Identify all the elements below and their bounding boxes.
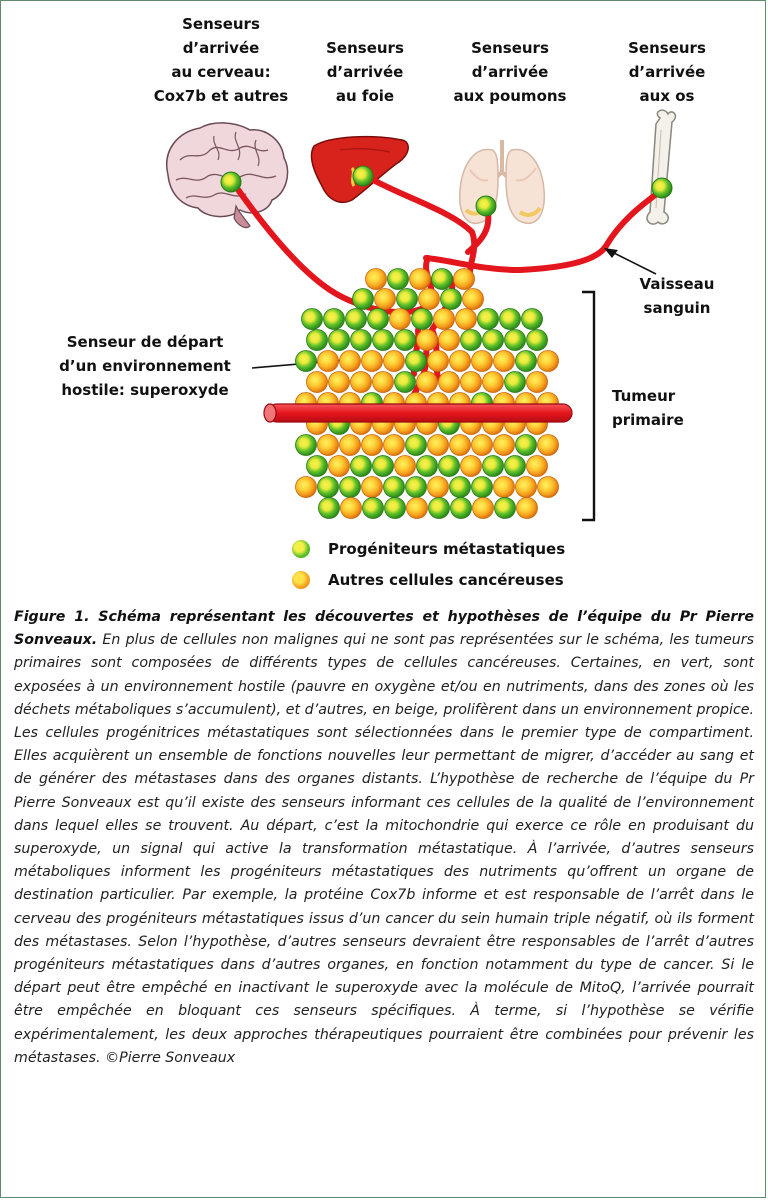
progenitor-cell [373, 330, 394, 351]
lungs-sensor-dot [476, 196, 496, 216]
other-cancer-cell [373, 372, 394, 393]
other-cancer-cell [329, 456, 350, 477]
other-cancer-cell [428, 435, 449, 456]
legend-green-dot-icon [292, 540, 310, 558]
other-cancer-cell [450, 351, 471, 372]
other-cancer-cell [527, 456, 548, 477]
other-cancer-cell [483, 372, 504, 393]
other-cancer-cell [341, 498, 362, 519]
other-cancer-cell [428, 477, 449, 498]
progenitor-cell [505, 330, 526, 351]
legend-progenitors: Progéniteurs métastatiques [292, 540, 565, 558]
progenitor-cell [483, 330, 504, 351]
other-cancer-cell [351, 372, 372, 393]
other-cancer-cell [384, 435, 405, 456]
other-cancer-cell [494, 351, 515, 372]
other-cancer-cell [472, 351, 493, 372]
other-cancer-cell [410, 269, 431, 290]
other-cancer-cell [454, 269, 475, 290]
progenitor-cell [505, 456, 526, 477]
other-cancer-cell [318, 435, 339, 456]
progenitor-cell [363, 498, 384, 519]
other-cancer-cell [417, 330, 438, 351]
other-cancer-cell [318, 351, 339, 372]
other-cancer-cell [538, 351, 559, 372]
progenitor-cell [397, 289, 418, 310]
progenitor-cell [296, 351, 317, 372]
bone-sensor-label: Senseurs d’arrivée aux os [628, 39, 706, 105]
other-cancer-cell [362, 477, 383, 498]
other-cancer-cell [296, 477, 317, 498]
other-cancer-cell [538, 435, 559, 456]
other-cancer-cell [390, 309, 411, 330]
other-cancer-cell [439, 330, 460, 351]
other-cancer-cell [494, 435, 515, 456]
progenitor-cell [296, 435, 317, 456]
progenitor-cell [353, 289, 374, 310]
progenitor-cell [307, 456, 328, 477]
progenitor-cell [368, 309, 389, 330]
progenitor-cell [505, 372, 526, 393]
progenitor-cell [307, 330, 328, 351]
progenitor-cell [412, 309, 433, 330]
progenitor-cell [395, 330, 416, 351]
liver-sensor-dot [353, 166, 373, 186]
progenitor-cell [516, 435, 537, 456]
other-cancer-cell [366, 269, 387, 290]
progenitor-cell [450, 477, 471, 498]
progenitor-cell [478, 309, 499, 330]
tumor-bracket [582, 292, 594, 520]
caption-title: Figure 1. Schéma représentant les découvertes et hypothèses de l’équipe du Pr Pierre Sonveaux. [14, 609, 754, 649]
other-cancer-cell [362, 435, 383, 456]
progenitor-cell [395, 372, 416, 393]
figure-caption [14, 606, 754, 1070]
vessel-pointer-line [612, 252, 656, 274]
progenitor-cell [329, 330, 350, 351]
progenitor-cell [406, 351, 427, 372]
departure-sensor-label: Senseur de départ d’un environnement hostile: superoxyde [59, 333, 231, 399]
other-cancer-cell [384, 351, 405, 372]
progenitor-cell [319, 498, 340, 519]
other-cancer-cell [362, 351, 383, 372]
progenitor-cell [500, 309, 521, 330]
progenitor-cell [384, 477, 405, 498]
other-cancer-cell [395, 456, 416, 477]
legend-orange-dot-icon [292, 571, 310, 589]
progenitor-cell [373, 456, 394, 477]
other-cancer-cell [461, 456, 482, 477]
progenitor-cell [351, 456, 372, 477]
other-cancer-cell [461, 372, 482, 393]
other-cancer-cell [340, 435, 361, 456]
lungs-icon [460, 140, 545, 223]
caption-body: En plus de cellules non malignes qui ne sont pas représentées sur le schéma, les tumeurs primaires sont composées de différents types de cellules cancéreuses. Certaines, en vert, sont exposées à un environnement hostile (pauvre en oxygène et/ou en nutriments, dans des zones où les déchets métaboliques s’accumulent), et d’autres, en beige, prolifèrent dans un environnement propice. Les cellules progénitrices métastatiques sont sélectionnées dans le premier type de compartiment. Elles acquièrent un ensemble de fonctions nouvelles leur permettant de migrer, d’accéder au sang et de générer des métastases dans des organes distants. L’hypothèse de recherche de l’équipe du Pr Pierre Sonveaux est qu’il existe des senseurs informant ces cellules de la qualité de l’environnement dans lequel elles se trouvent. Au départ, c’est la mitochondrie qui exerce ce rôle en produisant du superoxyde, un signal qui active la transformation métastatique. À l’arrivée, d’autres senseurs métaboliques informent les progéniteurs métastatiques des nutriments qu’offrent un organe de destination particulier. Par exemple, la protéine Cox7b informe et est responsable de l’arrêt dans le cerveau des progéniteurs métastatiques issus d’un cancer du sein humain triple négatif, où ils forment des métastases. Selon l’hypothèse, d’autres senseurs devraient être responsables de l’arrêt d’autres progéniteurs métastatiques dans d’autres organes, en fonction notamment du type de cancer. Si le départ peut être empêché en inactivant le superoxyde avec la molécule de MitoQ, l’arrivée pourrait être empêchée en bloquant ces senseurs spécifiques. À terme, si l’hypothèse se vérifie expérimentalement, les deux approches thérapeutiques pourraient être combinées pour prévenir les métastases. ©Pierre Sonveaux [14, 632, 754, 1066]
progenitor-cell [472, 477, 493, 498]
other-cancer-cell [428, 351, 449, 372]
other-cancer-cell [434, 309, 455, 330]
other-cancer-cell [407, 498, 428, 519]
other-cancer-cell [340, 351, 361, 372]
other-cancer-cell [527, 372, 548, 393]
progenitor-cell [461, 330, 482, 351]
other-cancer-cell [419, 289, 440, 310]
progenitor-cell [318, 477, 339, 498]
progenitor-cell [516, 351, 537, 372]
progenitor-cell [527, 330, 548, 351]
other-cancer-cell [307, 372, 328, 393]
lungs-sensor-label: Senseurs d’arrivée aux poumons [453, 39, 567, 105]
progenitor-cell [495, 498, 516, 519]
progenitor-cell [483, 456, 504, 477]
vessel-label: Vaisseau sanguin [639, 275, 715, 317]
liver-sensor-label: Senseurs d’arrivée au foie [326, 39, 404, 105]
progenitor-cell [324, 309, 345, 330]
other-cancer-cell [417, 372, 438, 393]
progenitor-cell [439, 456, 460, 477]
progenitor-cell [432, 269, 453, 290]
progenitor-cell [385, 498, 406, 519]
progenitor-cell [406, 435, 427, 456]
progenitor-cell [302, 309, 323, 330]
brain-sensor-label: Senseurs d’arrivée au cerveau: Cox7b et autres [153, 15, 289, 105]
brain-sensor-dot [221, 172, 241, 192]
other-cancer-cell [517, 498, 538, 519]
other-cancer-cell [439, 372, 460, 393]
progenitor-cell [429, 498, 450, 519]
other-cancer-cell [538, 477, 559, 498]
progenitor-cell [451, 498, 472, 519]
other-cancer-cell [456, 309, 477, 330]
tumor-cell-cluster [296, 269, 559, 519]
progenitor-cell [441, 289, 462, 310]
other-cancer-cell [473, 498, 494, 519]
progenitor-cell [522, 309, 543, 330]
progenitor-cell [417, 456, 438, 477]
progenitor-cell [340, 477, 361, 498]
other-cancer-cell [494, 477, 515, 498]
other-cancer-cell [516, 477, 537, 498]
other-cancer-cell [375, 289, 396, 310]
progenitor-cell [388, 269, 409, 290]
other-cancer-cell [329, 372, 350, 393]
horizontal-vessel [264, 404, 572, 422]
progenitor-cell [346, 309, 367, 330]
other-cancer-cell [450, 435, 471, 456]
tumor-label: Tumeur primaire [612, 387, 684, 429]
other-cancer-cell [472, 435, 493, 456]
bone-sensor-dot [652, 178, 672, 198]
progenitor-cell [351, 330, 372, 351]
progenitor-cell [406, 477, 427, 498]
other-cancer-cell [463, 289, 484, 310]
bone-icon [647, 110, 675, 224]
legend-other-cells: Autres cellules cancéreuses [292, 571, 564, 589]
vessel-pointer-arrowhead [604, 248, 618, 258]
